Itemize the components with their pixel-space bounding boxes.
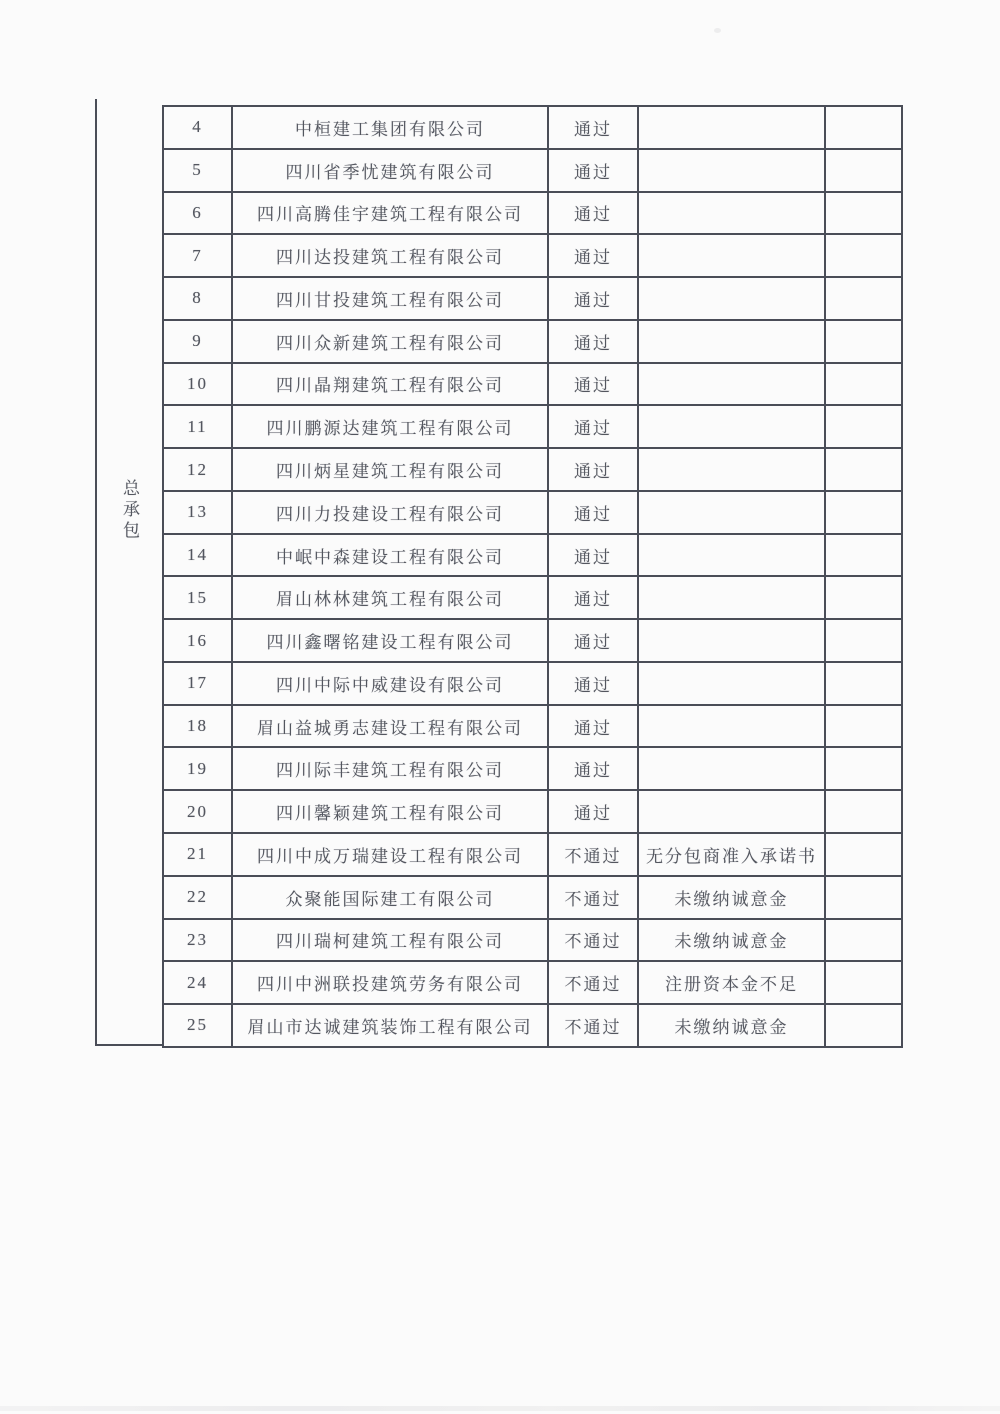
table-row xyxy=(163,619,902,662)
review-result-cell: 通过 xyxy=(548,705,638,748)
row-number-cell: 20 xyxy=(163,790,232,833)
extra-cell xyxy=(825,1004,902,1047)
extra-cell xyxy=(825,234,902,277)
extra-cell xyxy=(825,790,902,833)
remark-cell: 未缴纳诚意金 xyxy=(638,876,825,919)
row-number-cell: 11 xyxy=(163,405,232,448)
row-number-cell: 7 xyxy=(163,234,232,277)
table-row xyxy=(163,833,902,876)
remark-cell xyxy=(638,619,825,662)
table-row xyxy=(163,448,902,491)
extra-cell xyxy=(825,149,902,192)
category-cell xyxy=(95,105,162,1046)
row-number-cell: 17 xyxy=(163,662,232,705)
review-result-cell: 通过 xyxy=(548,234,638,277)
company-name-cell: 眉山林林建筑工程有限公司 xyxy=(232,576,548,619)
company-name-cell: 四川省季忧建筑有限公司 xyxy=(232,149,548,192)
row-number-cell: 6 xyxy=(163,192,232,235)
review-result-cell: 通过 xyxy=(548,192,638,235)
review-result-cell: 不通过 xyxy=(548,1004,638,1047)
review-result-cell: 通过 xyxy=(548,747,638,790)
company-name-cell: 眉山市达诚建筑装饰工程有限公司 xyxy=(232,1004,548,1047)
table-row xyxy=(163,491,902,534)
review-result-cell: 不通过 xyxy=(548,919,638,962)
company-name-cell: 中桓建工集团有限公司 xyxy=(232,106,548,149)
row-number-cell: 24 xyxy=(163,961,232,1004)
extra-cell xyxy=(825,662,902,705)
company-name-cell: 四川晶翔建筑工程有限公司 xyxy=(232,363,548,406)
company-name-cell: 四川众新建筑工程有限公司 xyxy=(232,320,548,363)
review-result-cell: 通过 xyxy=(548,149,638,192)
extra-cell xyxy=(825,876,902,919)
extra-cell xyxy=(825,833,902,876)
review-result-cell: 不通过 xyxy=(548,833,638,876)
table-row xyxy=(163,149,902,192)
table-row xyxy=(163,876,902,919)
remark-cell xyxy=(638,149,825,192)
supplier-review-table xyxy=(162,105,903,1048)
category-label: 总承包 xyxy=(120,479,139,542)
table-row xyxy=(163,192,902,235)
extra-cell xyxy=(825,277,902,320)
extra-cell xyxy=(825,405,902,448)
extra-cell xyxy=(825,320,902,363)
table-row xyxy=(163,662,902,705)
remark-cell xyxy=(638,320,825,363)
remark-cell xyxy=(638,662,825,705)
extra-cell xyxy=(825,491,902,534)
company-name-cell: 四川中成万瑞建设工程有限公司 xyxy=(232,833,548,876)
company-name-cell: 中岷中森建设工程有限公司 xyxy=(232,534,548,577)
company-name-cell: 四川高腾佳宇建筑工程有限公司 xyxy=(232,192,548,235)
remark-cell xyxy=(638,790,825,833)
remark-cell xyxy=(638,534,825,577)
remark-cell xyxy=(638,277,825,320)
company-name-cell: 四川鹏源达建筑工程有限公司 xyxy=(232,405,548,448)
company-name-cell: 四川甘投建筑工程有限公司 xyxy=(232,277,548,320)
row-number-cell: 22 xyxy=(163,876,232,919)
table-row xyxy=(163,790,902,833)
review-result-cell: 通过 xyxy=(548,790,638,833)
row-number-cell: 5 xyxy=(163,149,232,192)
review-result-cell: 通过 xyxy=(548,106,638,149)
table-row xyxy=(163,576,902,619)
scan-page-bottom-edge xyxy=(0,1406,1000,1411)
extra-cell xyxy=(825,747,902,790)
row-number-cell: 25 xyxy=(163,1004,232,1047)
table-row xyxy=(163,277,902,320)
remark-cell xyxy=(638,192,825,235)
company-name-cell: 四川际丰建筑工程有限公司 xyxy=(232,747,548,790)
company-name-cell: 四川中际中威建设有限公司 xyxy=(232,662,548,705)
review-result-cell: 通过 xyxy=(548,619,638,662)
table-row xyxy=(163,405,902,448)
row-number-cell: 13 xyxy=(163,491,232,534)
review-result-cell: 通过 xyxy=(548,405,638,448)
row-number-cell: 19 xyxy=(163,747,232,790)
company-name-cell: 四川中洲联投建筑劳务有限公司 xyxy=(232,961,548,1004)
review-result-cell: 不通过 xyxy=(548,961,638,1004)
remark-cell xyxy=(638,491,825,534)
review-result-cell: 通过 xyxy=(548,534,638,577)
row-number-cell: 23 xyxy=(163,919,232,962)
remark-cell: 未缴纳诚意金 xyxy=(638,1004,825,1047)
table-row xyxy=(163,363,902,406)
extra-cell xyxy=(825,576,902,619)
table-row xyxy=(163,961,902,1004)
table-row xyxy=(163,320,902,363)
company-name-cell: 四川鑫曙铭建设工程有限公司 xyxy=(232,619,548,662)
review-result-cell: 通过 xyxy=(548,491,638,534)
remark-cell xyxy=(638,405,825,448)
row-number-cell: 9 xyxy=(163,320,232,363)
row-number-cell: 10 xyxy=(163,363,232,406)
row-number-cell: 16 xyxy=(163,619,232,662)
company-name-cell: 眉山益城勇志建设工程有限公司 xyxy=(232,705,548,748)
table-row xyxy=(163,747,902,790)
table-row xyxy=(163,1004,902,1047)
table-row xyxy=(163,919,902,962)
remark-cell xyxy=(638,448,825,491)
company-name-cell: 众聚能国际建工有限公司 xyxy=(232,876,548,919)
extra-cell xyxy=(825,448,902,491)
remark-cell xyxy=(638,363,825,406)
remark-cell xyxy=(638,576,825,619)
extra-cell xyxy=(825,961,902,1004)
review-result-cell: 通过 xyxy=(548,448,638,491)
remark-cell: 注册资本金不足 xyxy=(638,961,825,1004)
table-row xyxy=(163,234,902,277)
table-row xyxy=(163,534,902,577)
scan-artifact-speck xyxy=(714,28,721,33)
extra-cell xyxy=(825,619,902,662)
company-name-cell: 四川馨颖建筑工程有限公司 xyxy=(232,790,548,833)
row-number-cell: 15 xyxy=(163,576,232,619)
remark-cell xyxy=(638,747,825,790)
company-name-cell: 四川达投建筑工程有限公司 xyxy=(232,234,548,277)
review-result-cell: 不通过 xyxy=(548,876,638,919)
extra-cell xyxy=(825,919,902,962)
extra-cell xyxy=(825,106,902,149)
row-number-cell: 21 xyxy=(163,833,232,876)
review-result-cell: 通过 xyxy=(548,576,638,619)
row-number-cell: 14 xyxy=(163,534,232,577)
table-row xyxy=(163,106,902,149)
row-number-cell: 4 xyxy=(163,106,232,149)
remark-cell xyxy=(638,106,825,149)
remark-cell xyxy=(638,705,825,748)
table-row xyxy=(163,705,902,748)
extra-cell xyxy=(825,192,902,235)
company-name-cell: 四川力投建设工程有限公司 xyxy=(232,491,548,534)
review-result-cell: 通过 xyxy=(548,320,638,363)
extra-cell xyxy=(825,534,902,577)
extra-cell xyxy=(825,363,902,406)
company-name-cell: 四川瑞柯建筑工程有限公司 xyxy=(232,919,548,962)
review-result-cell: 通过 xyxy=(548,363,638,406)
extra-cell xyxy=(825,705,902,748)
remark-cell xyxy=(638,234,825,277)
remark-cell: 无分包商准入承诺书 xyxy=(638,833,825,876)
review-table-body xyxy=(163,106,902,1047)
review-result-cell: 通过 xyxy=(548,277,638,320)
row-number-cell: 18 xyxy=(163,705,232,748)
company-name-cell: 四川炳星建筑工程有限公司 xyxy=(232,448,548,491)
row-number-cell: 8 xyxy=(163,277,232,320)
row-number-cell: 12 xyxy=(163,448,232,491)
remark-cell: 未缴纳诚意金 xyxy=(638,919,825,962)
review-result-cell: 通过 xyxy=(548,662,638,705)
